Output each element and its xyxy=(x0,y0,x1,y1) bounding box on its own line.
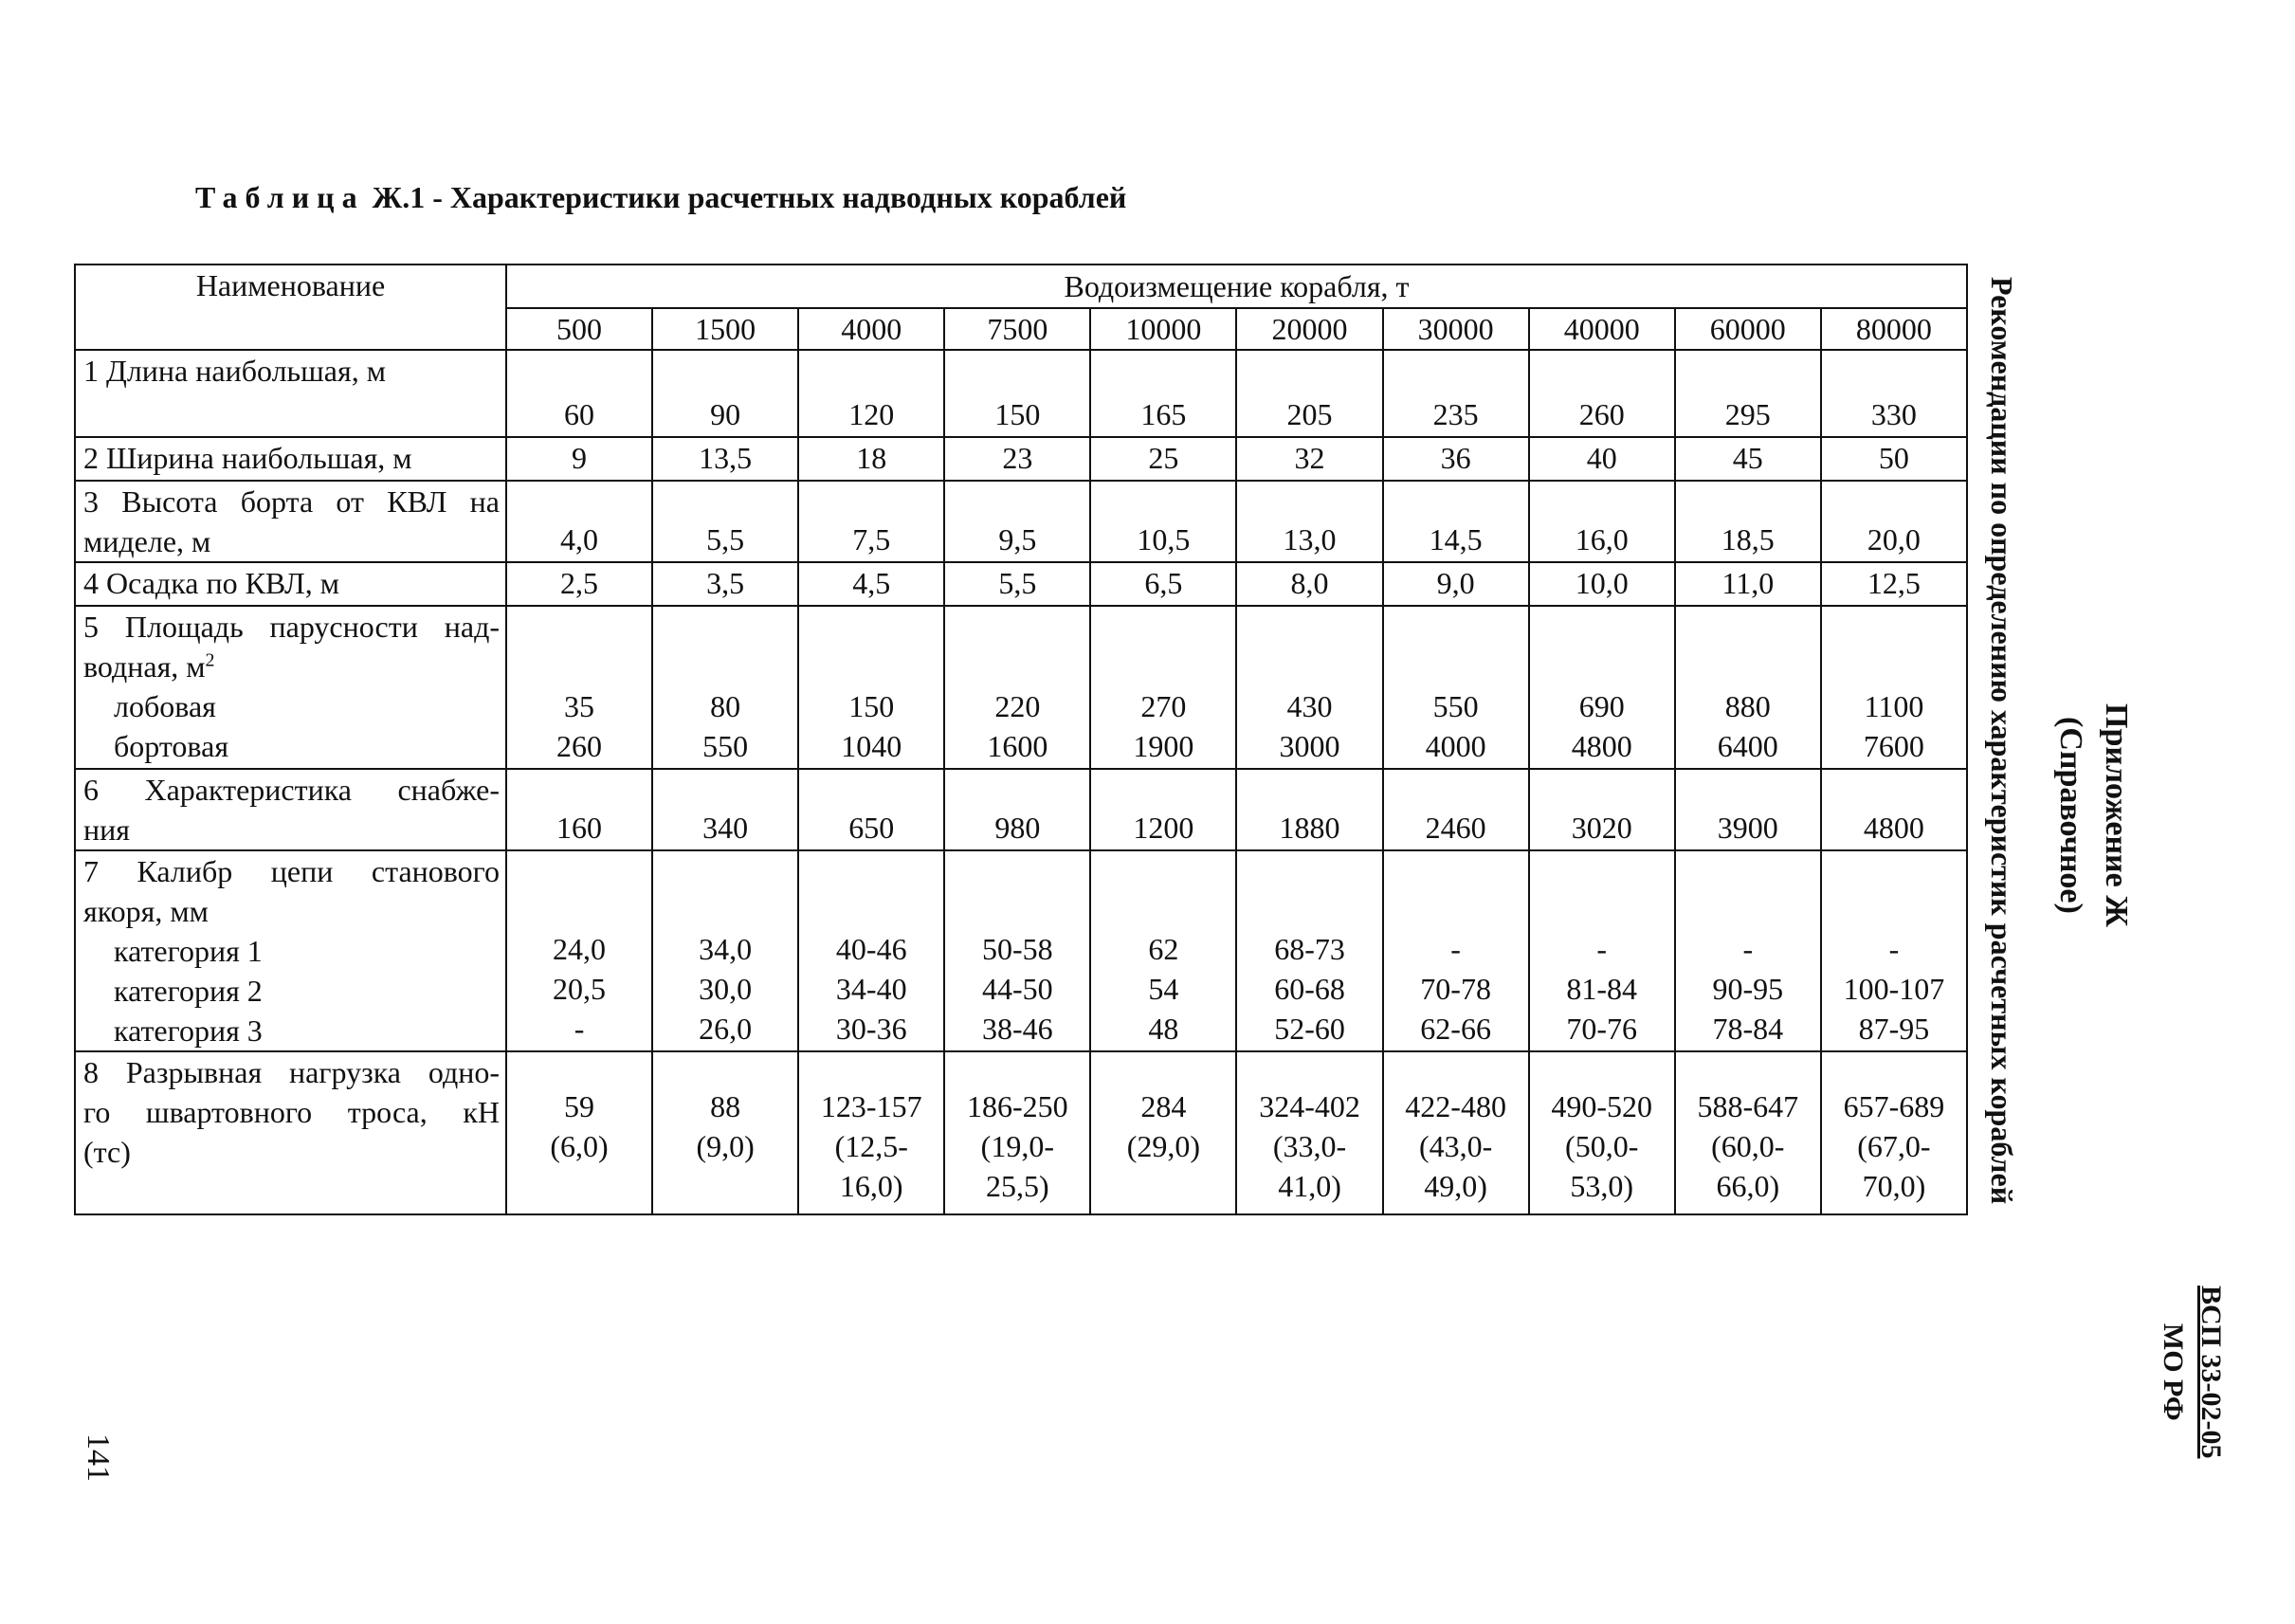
cell-value: 25,5) xyxy=(986,1169,1049,1203)
cell-value: 20,5 xyxy=(553,972,607,1006)
table-cell xyxy=(798,562,944,606)
cell-value: 11,0 xyxy=(1721,566,1775,600)
table-row-draft xyxy=(75,562,1967,606)
table-cell xyxy=(1383,481,1529,562)
row-label-mooring-rope xyxy=(75,1051,506,1214)
header-name: Наименование xyxy=(75,265,506,350)
cell-value: 54 xyxy=(1148,972,1179,1006)
cell-value: 36 xyxy=(1440,441,1471,475)
table-cell xyxy=(1090,769,1236,850)
cell-value: 4000 xyxy=(1425,729,1486,763)
cell-value: 34-40 xyxy=(835,972,907,1006)
cell-value: 40-46 xyxy=(835,932,907,966)
table-title xyxy=(195,180,1126,215)
table-cell xyxy=(652,562,798,606)
cell-value: 50-58 xyxy=(982,932,1053,966)
table-cell xyxy=(944,562,1090,606)
cell-value: 160 xyxy=(556,811,603,845)
table-cell xyxy=(944,769,1090,850)
cell-value: 650 xyxy=(848,811,895,845)
table-title-text: Характеристики расчетных надводных кораблей xyxy=(449,180,1127,214)
table-cell xyxy=(798,1051,944,1214)
table-cell xyxy=(1529,850,1675,1051)
cell-value: 150 xyxy=(848,689,895,723)
table-cell xyxy=(1529,606,1675,769)
row-label-anchor-chain xyxy=(75,850,506,1051)
cell-value: 60 xyxy=(564,397,595,431)
table-cell xyxy=(1529,481,1675,562)
sub-label-front: лобовая xyxy=(114,689,216,723)
table-cell xyxy=(1675,350,1821,437)
cell-value: 60-68 xyxy=(1274,972,1345,1006)
header-displacement: Водоизмещение корабля, т xyxy=(506,265,1967,308)
cell-value: 1600 xyxy=(987,729,1048,763)
table-row-supply xyxy=(75,769,1967,850)
column-header: 10000 xyxy=(1090,308,1236,350)
cell-value: (29,0) xyxy=(1126,1129,1201,1163)
label-text: водная, м xyxy=(83,649,206,684)
column-header: 30000 xyxy=(1383,308,1529,350)
cell-value: 44-50 xyxy=(982,972,1053,1006)
cell-value: 50 xyxy=(1878,441,1909,475)
cell-value: 40 xyxy=(1586,441,1617,475)
table-cell xyxy=(1675,562,1821,606)
table-cell xyxy=(1383,562,1529,606)
cell-value: 100-107 xyxy=(1843,972,1945,1006)
cell-value: 7600 xyxy=(1863,729,1924,763)
table-cell xyxy=(652,1051,798,1214)
table-cell xyxy=(1236,562,1382,606)
label-superscript: 2 xyxy=(205,649,215,671)
table-cell xyxy=(506,562,652,606)
cell-value: 1040 xyxy=(841,729,902,763)
label-text: 4 Осадка по КВЛ, м xyxy=(83,566,339,600)
cell-value: (50,0- xyxy=(1565,1129,1639,1163)
cell-value: 6400 xyxy=(1717,729,1778,763)
cell-value: 10,5 xyxy=(1137,522,1191,557)
cell-value: 9,5 xyxy=(998,522,1037,557)
table-cell xyxy=(1821,350,1967,437)
cell-value: 235 xyxy=(1432,397,1479,431)
column-header: 20000 xyxy=(1236,308,1382,350)
cell-value: (19,0- xyxy=(980,1129,1054,1163)
table-cell xyxy=(506,769,652,850)
cell-value: 26,0 xyxy=(699,1012,753,1046)
table-cell xyxy=(1236,606,1382,769)
table-cell xyxy=(506,481,652,562)
table-cell xyxy=(652,481,798,562)
cell-value: 30,0 xyxy=(699,972,753,1006)
table-title-prefix: Таблица xyxy=(195,180,365,214)
table-cell xyxy=(1675,481,1821,562)
cell-value: 588-647 xyxy=(1697,1089,1799,1123)
table-cell xyxy=(1675,606,1821,769)
label-line-2: миделе, м xyxy=(83,524,211,558)
cell-value: 295 xyxy=(1724,397,1771,431)
cell-value: 70-78 xyxy=(1420,972,1491,1006)
cell-value: 2,5 xyxy=(560,566,599,600)
cell-value: 422-480 xyxy=(1405,1089,1506,1123)
table-cell xyxy=(944,1051,1090,1214)
cell-value: 657-689 xyxy=(1843,1089,1945,1123)
table-cell xyxy=(506,606,652,769)
cell-value: 324-402 xyxy=(1259,1089,1360,1123)
cell-value: 18 xyxy=(856,441,887,475)
table-title-number: Ж.1 - xyxy=(372,180,443,214)
cell-value: 62 xyxy=(1148,932,1179,966)
table-cell xyxy=(652,850,798,1051)
table-cell xyxy=(944,850,1090,1051)
label-line-2: ния xyxy=(83,812,130,847)
column-header: 7500 xyxy=(944,308,1090,350)
cell-value: 3900 xyxy=(1717,811,1778,845)
table-row-sail-area xyxy=(75,606,1967,769)
cell-value: 78-84 xyxy=(1712,1012,1784,1046)
cell-value: (60,0- xyxy=(1711,1129,1785,1163)
table-cell xyxy=(1675,769,1821,850)
column-header: 60000 xyxy=(1675,308,1821,350)
cell-value: 330 xyxy=(1870,397,1917,431)
table-row-width xyxy=(75,437,1967,481)
table-cell xyxy=(506,437,652,481)
cell-value: 8,0 xyxy=(1290,566,1329,600)
cell-value: 14,5 xyxy=(1429,522,1483,557)
appendix-title: Приложение Ж xyxy=(2099,703,2134,927)
cell-value: 880 xyxy=(1724,689,1771,723)
table-cell xyxy=(798,350,944,437)
cell-value: (9,0) xyxy=(696,1129,755,1163)
table-cell xyxy=(944,350,1090,437)
cell-value: 87-95 xyxy=(1858,1012,1930,1046)
cell-value: 7,5 xyxy=(852,522,891,557)
appendix-subtitle: (Справочное) xyxy=(2053,717,2088,914)
cell-value: 1900 xyxy=(1133,729,1194,763)
cell-value: - xyxy=(1888,932,1900,966)
cell-value: 4800 xyxy=(1863,811,1924,845)
cell-value: 550 xyxy=(702,729,749,763)
table-cell xyxy=(506,350,652,437)
row-label-supply xyxy=(75,769,506,850)
row-label-draft xyxy=(75,562,506,606)
cell-value: 49,0) xyxy=(1424,1169,1487,1203)
table-cell xyxy=(1383,850,1529,1051)
label-line-1: 7 Калибр цепи станового xyxy=(83,854,500,888)
cell-value: - xyxy=(574,1012,585,1046)
cell-value: 48 xyxy=(1148,1012,1179,1046)
document-code-line-2: МО РФ xyxy=(2158,1323,2189,1421)
table-cell xyxy=(1529,769,1675,850)
label-line-2 xyxy=(83,647,500,686)
cell-value: 16,0 xyxy=(1575,522,1629,557)
cell-value: 123-157 xyxy=(820,1089,922,1123)
table-cell xyxy=(798,481,944,562)
label-line-2: якоря, мм xyxy=(83,894,209,928)
table-cell xyxy=(652,350,798,437)
table-cell xyxy=(1675,1051,1821,1214)
cell-value: 150 xyxy=(994,397,1041,431)
cell-value: 62-66 xyxy=(1420,1012,1491,1046)
cell-value: (6,0) xyxy=(550,1129,609,1163)
cell-value: 23 xyxy=(1002,441,1033,475)
table-cell xyxy=(506,850,652,1051)
cell-value: 4,0 xyxy=(560,522,599,557)
sub-label-cat3: категория 3 xyxy=(114,1013,263,1048)
table-cell xyxy=(1383,606,1529,769)
cell-value: 5,5 xyxy=(998,566,1037,600)
cell-value: 165 xyxy=(1140,397,1187,431)
table-cell xyxy=(1236,850,1382,1051)
table-cell xyxy=(506,1051,652,1214)
table-cell xyxy=(944,437,1090,481)
cell-value: 1200 xyxy=(1133,811,1194,845)
sub-label-cat2: категория 2 xyxy=(114,974,263,1008)
cell-value: 10,0 xyxy=(1575,566,1629,600)
cell-value: 9,0 xyxy=(1436,566,1475,600)
table-cell xyxy=(798,769,944,850)
cell-value: 18,5 xyxy=(1721,522,1775,557)
table-cell xyxy=(1236,769,1382,850)
table-row-length xyxy=(75,350,1967,437)
side-title: Рекомендации по определению характеристик расчетных кораблей xyxy=(1985,277,2019,1205)
column-header: 1500 xyxy=(652,308,798,350)
label-line-1: 5 Площадь парусности над- xyxy=(83,610,500,644)
cell-value: 1880 xyxy=(1279,811,1340,845)
table-cell xyxy=(1821,769,1967,850)
cell-value: - xyxy=(1450,932,1461,966)
cell-value: 284 xyxy=(1140,1089,1187,1123)
cell-value: 13,5 xyxy=(699,441,753,475)
cell-value: 980 xyxy=(994,811,1041,845)
table-cell xyxy=(1821,437,1967,481)
row-label-sail-area xyxy=(75,606,506,769)
cell-value: 68-73 xyxy=(1274,932,1345,966)
table-cell xyxy=(1821,606,1967,769)
cell-value: 59 xyxy=(564,1089,595,1123)
table-cell xyxy=(1090,350,1236,437)
table-cell xyxy=(1529,437,1675,481)
cell-value: 24,0 xyxy=(553,932,607,966)
cell-value: - xyxy=(1596,932,1608,966)
table-row-anchor-chain xyxy=(75,850,1967,1051)
cell-value: 2460 xyxy=(1425,811,1486,845)
cell-value: 9 xyxy=(572,441,588,475)
cell-value: 490-520 xyxy=(1551,1089,1653,1123)
table-cell xyxy=(944,606,1090,769)
cell-value: (43,0- xyxy=(1418,1129,1493,1163)
cell-value: (33,0- xyxy=(1272,1129,1347,1163)
table-cell xyxy=(1529,562,1675,606)
cell-value: 16,0) xyxy=(839,1169,903,1203)
cell-value: 260 xyxy=(1578,397,1625,431)
table-cell xyxy=(1821,1051,1967,1214)
cell-value: 25 xyxy=(1148,441,1179,475)
cell-value: 32 xyxy=(1294,441,1325,475)
cell-value: 120 xyxy=(848,397,895,431)
table-cell xyxy=(798,437,944,481)
appendix-heading xyxy=(2048,703,2139,927)
table-cell xyxy=(1090,606,1236,769)
cell-value: 20,0 xyxy=(1867,522,1921,557)
cell-value: 6,5 xyxy=(1144,566,1183,600)
cell-value: 66,0) xyxy=(1716,1169,1780,1203)
table-row-mooring-rope xyxy=(75,1051,1967,1214)
cell-value: 52-60 xyxy=(1274,1012,1345,1046)
cell-value: 90 xyxy=(710,397,741,431)
page-number: 141 xyxy=(81,1433,116,1482)
table-cell xyxy=(1383,437,1529,481)
document-code-line-1: ВСП 33-02-05 xyxy=(2195,1286,2227,1459)
cell-value: 270 xyxy=(1140,689,1187,723)
sub-label-cat1: категория 1 xyxy=(114,934,263,968)
cell-value: 340 xyxy=(702,811,749,845)
cell-value: (12,5- xyxy=(834,1129,908,1163)
table-cell xyxy=(1090,850,1236,1051)
cell-value: 3000 xyxy=(1279,729,1340,763)
cell-value: 90-95 xyxy=(1712,972,1784,1006)
label-line-1: 3 Высота борта от КВЛ на xyxy=(83,484,500,519)
cell-value: 13,0 xyxy=(1283,522,1337,557)
cell-value: 70-76 xyxy=(1566,1012,1638,1046)
cell-value: 4800 xyxy=(1571,729,1632,763)
column-header: 4000 xyxy=(798,308,944,350)
cell-value: 205 xyxy=(1286,397,1333,431)
table-cell xyxy=(1090,481,1236,562)
table-cell xyxy=(1090,437,1236,481)
table-cell xyxy=(1236,1051,1382,1214)
ship-characteristics-table xyxy=(74,264,1968,1215)
cell-value: 4,5 xyxy=(852,566,891,600)
table-cell xyxy=(1383,769,1529,850)
table-cell xyxy=(652,606,798,769)
cell-value: 53,0) xyxy=(1570,1169,1634,1203)
cell-value: 3,5 xyxy=(706,566,745,600)
row-label-height xyxy=(75,481,506,562)
cell-value: 690 xyxy=(1578,689,1625,723)
column-header: 40000 xyxy=(1529,308,1675,350)
table-cell xyxy=(1675,437,1821,481)
table-cell xyxy=(798,850,944,1051)
table-cell xyxy=(1383,1051,1529,1214)
cell-value: 70,0) xyxy=(1862,1169,1926,1203)
cell-value: 5,5 xyxy=(706,522,745,557)
table-cell xyxy=(1383,350,1529,437)
cell-value: 3020 xyxy=(1571,811,1632,845)
cell-value: (67,0- xyxy=(1857,1129,1931,1163)
table-cell xyxy=(1821,481,1967,562)
table-cell xyxy=(1236,437,1382,481)
table-cell xyxy=(1236,350,1382,437)
header-row-1 xyxy=(75,265,1967,308)
table-cell xyxy=(1821,562,1967,606)
column-header: 500 xyxy=(506,308,652,350)
cell-value: 260 xyxy=(556,729,603,763)
cell-value: 81-84 xyxy=(1566,972,1638,1006)
cell-value: 550 xyxy=(1432,689,1479,723)
table-cell xyxy=(1529,350,1675,437)
cell-value: - xyxy=(1742,932,1754,966)
row-label-width xyxy=(75,437,506,481)
label-line-1: 6 Характеристика снабже- xyxy=(83,773,500,807)
cell-value: 35 xyxy=(564,689,595,723)
table-cell xyxy=(652,769,798,850)
cell-value: 88 xyxy=(710,1089,741,1123)
cell-value: 80 xyxy=(710,689,741,723)
cell-value: 1100 xyxy=(1864,689,1924,723)
table-cell xyxy=(1675,850,1821,1051)
cell-value: 41,0) xyxy=(1278,1169,1341,1203)
label-text: 2 Ширина наибольшая, м xyxy=(83,441,412,475)
sub-label-side: бортовая xyxy=(114,729,229,763)
cell-value: 30-36 xyxy=(835,1012,907,1046)
label-line-3: (тс) xyxy=(83,1135,131,1169)
table-cell xyxy=(1090,562,1236,606)
cell-value: 220 xyxy=(994,689,1041,723)
document-code xyxy=(2154,1286,2230,1459)
table-cell xyxy=(1821,850,1967,1051)
cell-value: 34,0 xyxy=(699,932,753,966)
cell-value: 186-250 xyxy=(967,1089,1068,1123)
column-header: 80000 xyxy=(1821,308,1967,350)
cell-value: 38-46 xyxy=(982,1012,1053,1046)
table-cell xyxy=(944,481,1090,562)
table-row-height xyxy=(75,481,1967,562)
table-cell xyxy=(798,606,944,769)
cell-value: 430 xyxy=(1286,689,1333,723)
table-cell xyxy=(1236,481,1382,562)
label-text: 1 Длина наибольшая, м xyxy=(83,354,386,388)
cell-value: 12,5 xyxy=(1867,566,1921,600)
table-cell xyxy=(1529,1051,1675,1214)
table-cell xyxy=(652,437,798,481)
label-line-1: 8 Разрывная нагрузка одно- xyxy=(83,1055,500,1089)
table-cell xyxy=(1090,1051,1236,1214)
row-label-length xyxy=(75,350,506,437)
cell-value: 45 xyxy=(1732,441,1763,475)
label-line-2: го швартовного троса, кН xyxy=(83,1095,500,1129)
